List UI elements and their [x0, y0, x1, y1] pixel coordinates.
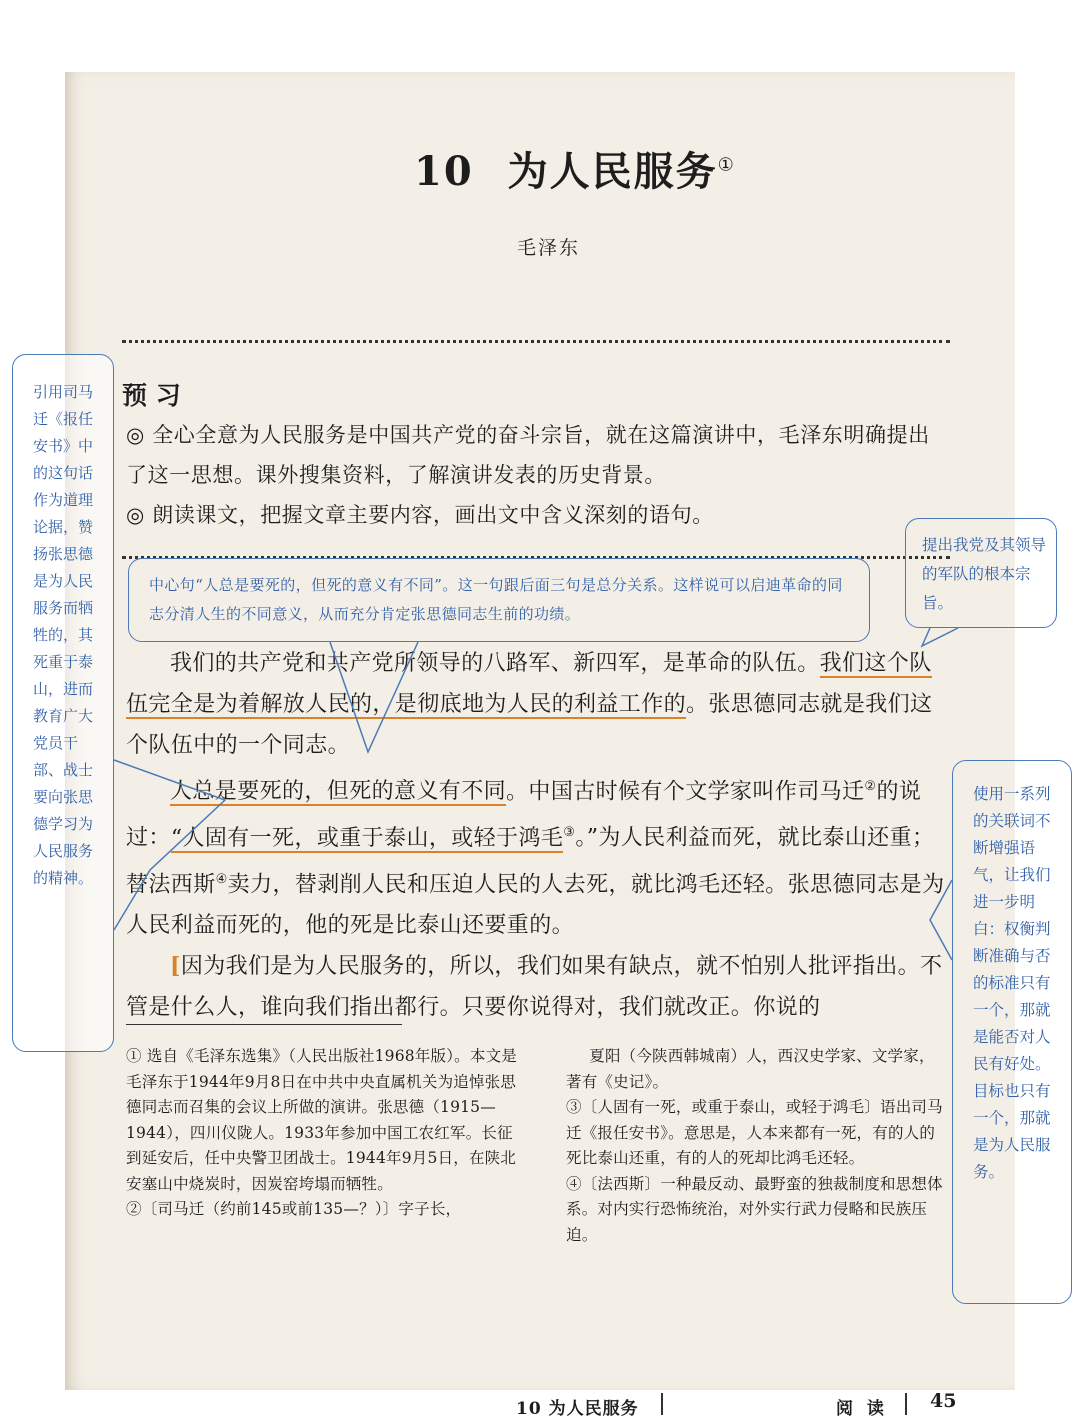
- annotation-right: 使用一系列的关联词不断增强语气，让我们进一步明白：权衡判断准确与否的标准只有一个，那就是能否对人民有好处。目标也只有一个，那就是为人民服务。: [952, 760, 1072, 1304]
- main-text: [126, 643, 952, 1028]
- footer-lesson: 10 为人民服务: [516, 1399, 639, 1419]
- footnote-4: ④〔法西斯〕一种最反动、最野蛮的独裁制度和思想体系。对内实行恐怖统治，对外实行武力侵略和民族压迫。: [566, 1174, 943, 1244]
- footnotes-left-column: [126, 1044, 522, 1223]
- page-number: 45: [930, 1390, 957, 1412]
- dotted-divider-top: [122, 340, 950, 343]
- footnotes-right-column: [566, 1044, 950, 1248]
- quote-underlined: “人固有一死，或重于泰山，或轻于鸿毛: [170, 825, 564, 851]
- annotation-center: 中心句“人总是要死的，但死的意义有不同”。这一句跟后面三句是总分关系。这样说可以启迪革命的同志分清人生的不同意义，从而充分肯定张思德同志生前的功绩。: [128, 558, 870, 642]
- paragraph-2: 人总是要死的，但死的意义有不同。中国古时候有个文学家叫作司马迁②的说过：“人固有一死，或重于泰山，或轻于鸿毛③。”为人民利益而死，就比泰山还重；替法西斯④卖力，替剥削人民和压迫人民的人去死，就比鸿毛还轻。张思德同志是为人民利益而死的，他的死是比泰山还要重的。: [126, 779, 945, 938]
- footnote-2-start: ②〔司马迁（约前145或前135—？）〕字子长，: [126, 1200, 462, 1218]
- paragraph-3: [因为我们是为人民服务的，所以，我们如果有缺点，就不怕别人批评指出。不管是什么人，谁向我们指出都行。只要你说得对，我们就改正。你说的: [126, 952, 943, 1020]
- lesson-number: 10: [414, 148, 474, 195]
- footer-divider: [661, 1393, 663, 1415]
- preview-item-2: ◎ 朗读课文，把握文章主要内容，画出文中含义深刻的语句。: [126, 503, 714, 527]
- annotation-right-top: 提出我党及其领导的军队的根本宗旨。: [905, 518, 1057, 628]
- author: 毛泽东: [517, 237, 581, 259]
- central-sentence: 人总是要死的，但死的意义有不同: [170, 779, 507, 805]
- paragraph-1: 我们的共产党和共产党所领导的八路军、新四军，是革命的队伍。我们这个队伍完全是为着解放人民的，是彻底地为人民的利益工作的。张思德同志就是我们这个队伍中的一个同志。: [126, 651, 933, 758]
- lesson-title-text: 为人民服务: [507, 148, 718, 195]
- underlined-sentence-1: 我们这个队伍完全是为着解放人民的，是彻底地为人民的利益工作的: [126, 651, 932, 717]
- footer-divider-2: [905, 1393, 907, 1415]
- title-footnote-mark: ①: [717, 154, 736, 176]
- footnote-2-cont: 夏阳（今陕西韩城南）人，西汉史学家、文学家，著有《史记》。: [566, 1047, 935, 1091]
- footer-section: 阅 读: [836, 1399, 888, 1419]
- preview-heading: 预 习: [122, 381, 181, 410]
- bracket-mark: [: [170, 952, 181, 979]
- lesson-title: [414, 140, 736, 197]
- preview-item-1: ◎ 全心全意为人民服务是中国共产党的奋斗宗旨，就在这篇演讲中，毛泽东明确提出了这一思想。课外搜集资料，了解演讲发表的历史背景。: [126, 423, 930, 487]
- footnote-3: ③〔人固有一死，或重于泰山，或轻于鸿毛〕语出司马迁《报任安书》。意思是，人本来都有一死，有的人的死比泰山还重，有的人的死却比鸿毛还轻。: [566, 1098, 943, 1167]
- footnote-rule: [126, 1024, 402, 1025]
- annotation-left: 引用司马迁《报任安书》中的这句话作为道理论据，赞扬张思德是为人民服务而牺牲的，其死重于泰山，进而教育广大党员干部、战士要向张思德学习为人民服务的精神。: [12, 354, 114, 1052]
- footnote-1: ① 选自《毛泽东选集》（人民出版社1968年版）。本文是毛泽东于1944年9月8日在中共中央直属机关为追悼张思德同志而召集的会议上所做的演讲。张思德（1915—1944），四川仪陇人。1933年参加中国工农红军。长征到延安后，任中央警卫团战士。1944年9月5日，在陕北安塞山中烧炭时，因炭窑垮塌而牺牲。: [126, 1047, 517, 1193]
